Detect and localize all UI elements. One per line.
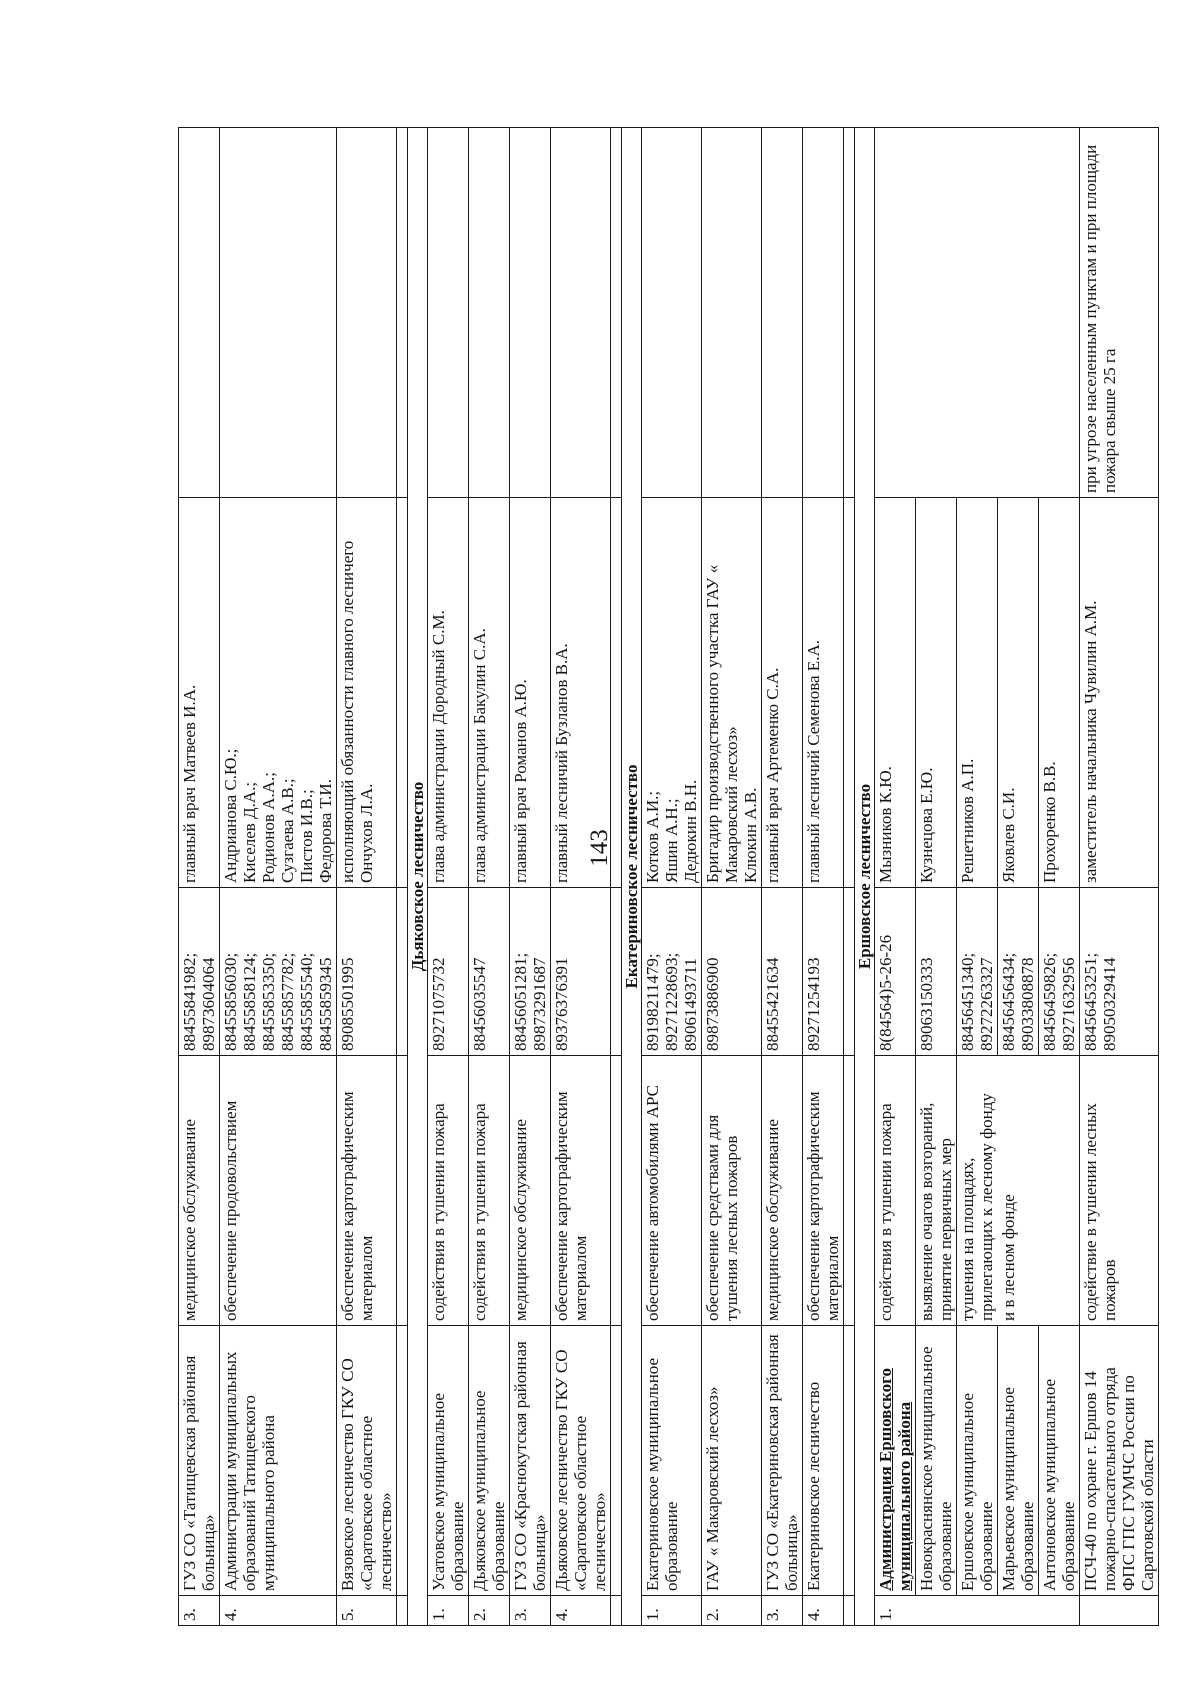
person-cell-line: Котков А.И.; [643, 790, 662, 883]
person-cell-line: Бригадир производственного участка ГАУ « Макаровский лесхоз» [703, 564, 741, 883]
phone-cell-line: 88455421634 [763, 957, 782, 1051]
phone-cell-line: 88456051281; [511, 952, 530, 1051]
person-cell-line: главный врач Артеменко С.А. [763, 667, 782, 883]
phone-cell [1039, 888, 1080, 1056]
separator-cell [611, 1326, 622, 1596]
row-number: 3. [510, 1596, 551, 1626]
person-cell [337, 498, 397, 888]
phone-cell-line: 88455855540; [297, 952, 316, 1051]
organization-cell: Антоновское муниципальное образование [1039, 1326, 1080, 1596]
separator-cell [397, 1326, 408, 1596]
organization-cell: Екатериновское муниципальное образование [642, 1326, 702, 1596]
phone-cell-line: 88456453251; [1081, 952, 1100, 1051]
table-row [875, 128, 916, 1626]
person-cell-line: Андрианова С.Ю.; [221, 748, 240, 883]
note-cell [220, 128, 337, 498]
phone-cell-line: 88456451340; [958, 952, 977, 1051]
task-cell: содействие в тушении лесных пожаров [1080, 1056, 1159, 1326]
organization-cell: Дьяковское лесничество ГКУ СО «Саратовское областное лесничество» [551, 1326, 611, 1596]
organization-cell: Ершовское муниципальное образование [957, 1326, 998, 1596]
person-cell-line: Пистов И.В.; [297, 789, 316, 883]
separator-cell [611, 498, 622, 888]
task-cell: медицинское обслуживание [510, 1056, 551, 1326]
phone-cell-line: 88455856030; [221, 952, 240, 1051]
phone-cell [916, 888, 957, 1056]
phone-cell [957, 888, 998, 1056]
page-number: 143 [586, 829, 613, 867]
phone-cell-line: 88455857782; [278, 952, 297, 1051]
phone-cell-line: 89050329414 [1100, 957, 1119, 1051]
note-cell [702, 128, 762, 498]
separator-cell [844, 1596, 855, 1626]
person-cell-line: заместитель начальника Чувилин А.М. [1081, 600, 1100, 883]
person-cell [551, 498, 611, 888]
table-row [1080, 128, 1159, 1626]
person-cell: Мызников К.Ю. [875, 498, 916, 888]
phone-cell-line: 89272263327 [977, 957, 996, 1051]
phone-cell [762, 888, 803, 1056]
table-row [220, 128, 337, 1626]
organization-cell: ГУЗ СО «Екатериновская районная больница» [762, 1326, 803, 1596]
task-cell: и в лесном фонде [998, 1056, 1039, 1326]
row-number: 2. [702, 1596, 762, 1626]
person-cell: Прохоренко В.В. [1039, 498, 1080, 888]
phone-cell-line: 89873886900 [703, 957, 722, 1051]
person-cell [1080, 498, 1159, 888]
section-title: Дьяковское лесничество [408, 128, 428, 1626]
separator-cell [611, 1596, 622, 1626]
separator-row [397, 128, 408, 1626]
organization-cell: Усатовское муниципальное образование [428, 1326, 469, 1596]
note-cell [337, 128, 397, 498]
phone-cell-line: 88456035547 [470, 957, 489, 1051]
separator-cell [611, 128, 622, 498]
task-cell: обеспечение картографическим материалом [803, 1056, 844, 1326]
phone-cell-line: 88455858124; [240, 952, 259, 1051]
row-number: 5. [337, 1596, 397, 1626]
row-number: 1. [875, 1596, 1080, 1626]
note-cell: при угрозе населенным пунктам и при площади пожара свыше 25 га [1080, 128, 1159, 498]
organization-cell: Новокраснянское муниципальное образование [916, 1326, 957, 1596]
row-number: 1. [428, 1596, 469, 1626]
phone-cell-line: 89271632956 [1059, 957, 1078, 1051]
phone-cell [642, 888, 702, 1056]
row-number: 3. [179, 1596, 220, 1626]
row-number: 2. [469, 1596, 510, 1626]
person-cell-line: исполняющий обязанности главного лесничего Ончухов Л.А. [338, 540, 376, 883]
phone-cell-line: 88456456434; [999, 952, 1018, 1051]
table-row [337, 128, 397, 1626]
phone-cell-line: 89198211479; [643, 953, 662, 1051]
note-cell [762, 128, 803, 498]
note-cell [179, 128, 220, 498]
person-cell-line: главный лесничий Семенова Е.А. [804, 640, 823, 883]
separator-cell [611, 1056, 622, 1326]
table-row [551, 128, 611, 1626]
organization-name: Администрация Ершовского муниципального района [876, 1368, 914, 1591]
phone-cell [469, 888, 510, 1056]
phone-cell-line: 88455841982; [180, 952, 199, 1051]
phone-cell [337, 888, 397, 1056]
phone-cell-line: 88455853350; [259, 952, 278, 1051]
phone-cell-line: 89085501995 [338, 957, 357, 1051]
table-row [803, 128, 844, 1626]
note-cell [875, 128, 1080, 498]
task-cell: содействия в тушении пожара [469, 1056, 510, 1326]
person-cell-line: глава администрации Бакулин С.А. [470, 628, 489, 883]
task-cell: содействия в тушении пожара [428, 1056, 469, 1326]
organization-cell: Вязовское лесничество ГКУ СО «Саратовское областное лесничество» [337, 1326, 397, 1596]
table-container [178, 128, 1157, 1626]
table-row [510, 128, 551, 1626]
phone-cell-line: 89271075732 [429, 957, 448, 1051]
phone-cell [179, 888, 220, 1056]
person-cell-line: Яшин А.Н.; [662, 798, 681, 883]
phone-cell [510, 888, 551, 1056]
task-cell: выявление очагов возгораний, принятие первичных мер [916, 1056, 957, 1326]
separator-cell [397, 498, 408, 888]
task-cell: обеспечение средствами для тушения лесных пожаров [702, 1056, 762, 1326]
phone-cell-line: 89376376391 [552, 957, 571, 1051]
phone-cell [1080, 888, 1159, 1056]
person-cell-line: главный врач Матвеев И.А. [180, 684, 199, 883]
separator-row [611, 128, 622, 1626]
organization-cell: ГАУ « Макаровский лесхоз» [702, 1326, 762, 1596]
phone-cell [998, 888, 1039, 1056]
person-cell: Яковлев С.И. [998, 498, 1039, 888]
phone-cell-line: 89873291687 [530, 957, 549, 1051]
task-cell: медицинское обслуживание [179, 1056, 220, 1326]
person-cell-line: Федорова Т.И. [316, 779, 335, 883]
phone-cell [803, 888, 844, 1056]
separator-cell [611, 888, 622, 1056]
phone-cell-line: 88455859345 [316, 957, 335, 1051]
person-cell-line: Дедюкин В.Н. [681, 779, 700, 883]
organization-cell [875, 1326, 916, 1596]
separator-row [844, 128, 855, 1626]
phone-cell-line: 89033808878 [1018, 957, 1037, 1051]
phone-cell [220, 888, 337, 1056]
table-row [762, 128, 803, 1626]
person-cell [510, 498, 551, 888]
separator-cell [397, 888, 408, 1056]
task-cell: медицинское обслуживание [762, 1056, 803, 1326]
person-cell [469, 498, 510, 888]
phone-cell-line: 89271228693; [662, 952, 681, 1051]
person-cell [762, 498, 803, 888]
organization-cell: Марьевское муниципальное образование [998, 1326, 1039, 1596]
organization-cell: Администрации муниципальных образований Татищевского муниципального района [220, 1326, 337, 1596]
row-number: 4. [803, 1596, 844, 1626]
section-header-row [622, 128, 642, 1626]
phone-cell [428, 888, 469, 1056]
row-number: 4. [551, 1596, 611, 1626]
organization-cell: Дьяковское муниципальное образование [469, 1326, 510, 1596]
person-cell: Кузнецова Е.Ю. [916, 498, 957, 888]
phone-cell-line: 89873604064 [199, 957, 218, 1051]
note-cell [803, 128, 844, 498]
phone-cell [702, 888, 762, 1056]
row-number: 3. [762, 1596, 803, 1626]
person-cell-line: глава администрации Дородный С.М. [429, 610, 448, 883]
task-cell: обеспечение картографическим материалом [551, 1056, 611, 1326]
phone-cell-line: 88456459826; [1040, 952, 1059, 1051]
person-cell-line: главный врач Романов А.Ю. [511, 679, 530, 883]
separator-cell [397, 1056, 408, 1326]
note-cell [510, 128, 551, 498]
section-title: Ершовское лесничество [855, 128, 875, 1626]
task-cell [1039, 1056, 1080, 1326]
note-cell [428, 128, 469, 498]
note-cell [551, 128, 611, 498]
resources-table [178, 127, 1159, 1626]
row-number [1080, 1596, 1159, 1626]
person-cell [642, 498, 702, 888]
row-number: 4. [220, 1596, 337, 1626]
person-cell [428, 498, 469, 888]
person-cell: Решетников А.П. [957, 498, 998, 888]
row-number: 1. [642, 1596, 702, 1626]
table-row [428, 128, 469, 1626]
person-cell-line: Сузгаева А.В.; [278, 778, 297, 883]
phone-cell-line: 89271254193 [804, 957, 823, 1051]
person-cell [702, 498, 762, 888]
section-header-row [408, 128, 428, 1626]
separator-cell [397, 128, 408, 498]
separator-cell [844, 498, 855, 888]
person-cell [803, 498, 844, 888]
person-cell [220, 498, 337, 888]
organization-cell: ГУЗ СО «Татищевская районная больница» [179, 1326, 220, 1596]
task-cell: тушения на площадях, прилегающих к лесному фонду [957, 1056, 998, 1326]
table-row [179, 128, 220, 1626]
separator-cell [397, 1596, 408, 1626]
section-title: Екатериновское лесничество [622, 128, 642, 1626]
person-cell-line: главный лесничий Бузланов В.А. [552, 643, 571, 883]
organization-cell: Екатериновское лесничество [803, 1326, 844, 1596]
task-cell: обеспечение картографическим материалом [337, 1056, 397, 1326]
phone-cell-line: 89063150333 [917, 957, 936, 1051]
organization-cell: ПСЧ-40 по охране г. Ершов 14 пожарно-спасательного отряда ФПС ГПС ГУМЧС России по Саратовской области [1080, 1326, 1159, 1596]
separator-cell [844, 128, 855, 498]
person-cell [179, 498, 220, 888]
separator-cell [844, 1326, 855, 1596]
phone-cell-line: 89061493711 [681, 958, 700, 1051]
person-cell-line: Киселев Д.А.; [240, 781, 259, 883]
separator-cell [844, 1056, 855, 1326]
organization-cell: ГУЗ СО «Краснокутская районная больница» [510, 1326, 551, 1596]
table-row [702, 128, 762, 1626]
separator-cell [844, 888, 855, 1056]
person-cell-line: Клюкин А.В. [741, 787, 760, 883]
task-cell: обеспечение продовольствием [220, 1056, 337, 1326]
table-row [642, 128, 702, 1626]
phone-cell: 8(84564)5-26-26 [875, 888, 916, 1056]
task-cell: обеспечение автомобилями АРС [642, 1056, 702, 1326]
task-cell: содействия в тушении пожара [875, 1056, 916, 1326]
phone-cell [551, 888, 611, 1056]
person-cell-line: Родионов А.А.; [259, 772, 278, 883]
note-cell [469, 128, 510, 498]
section-header-row [855, 128, 875, 1626]
note-cell [642, 128, 702, 498]
table-row [469, 128, 510, 1626]
